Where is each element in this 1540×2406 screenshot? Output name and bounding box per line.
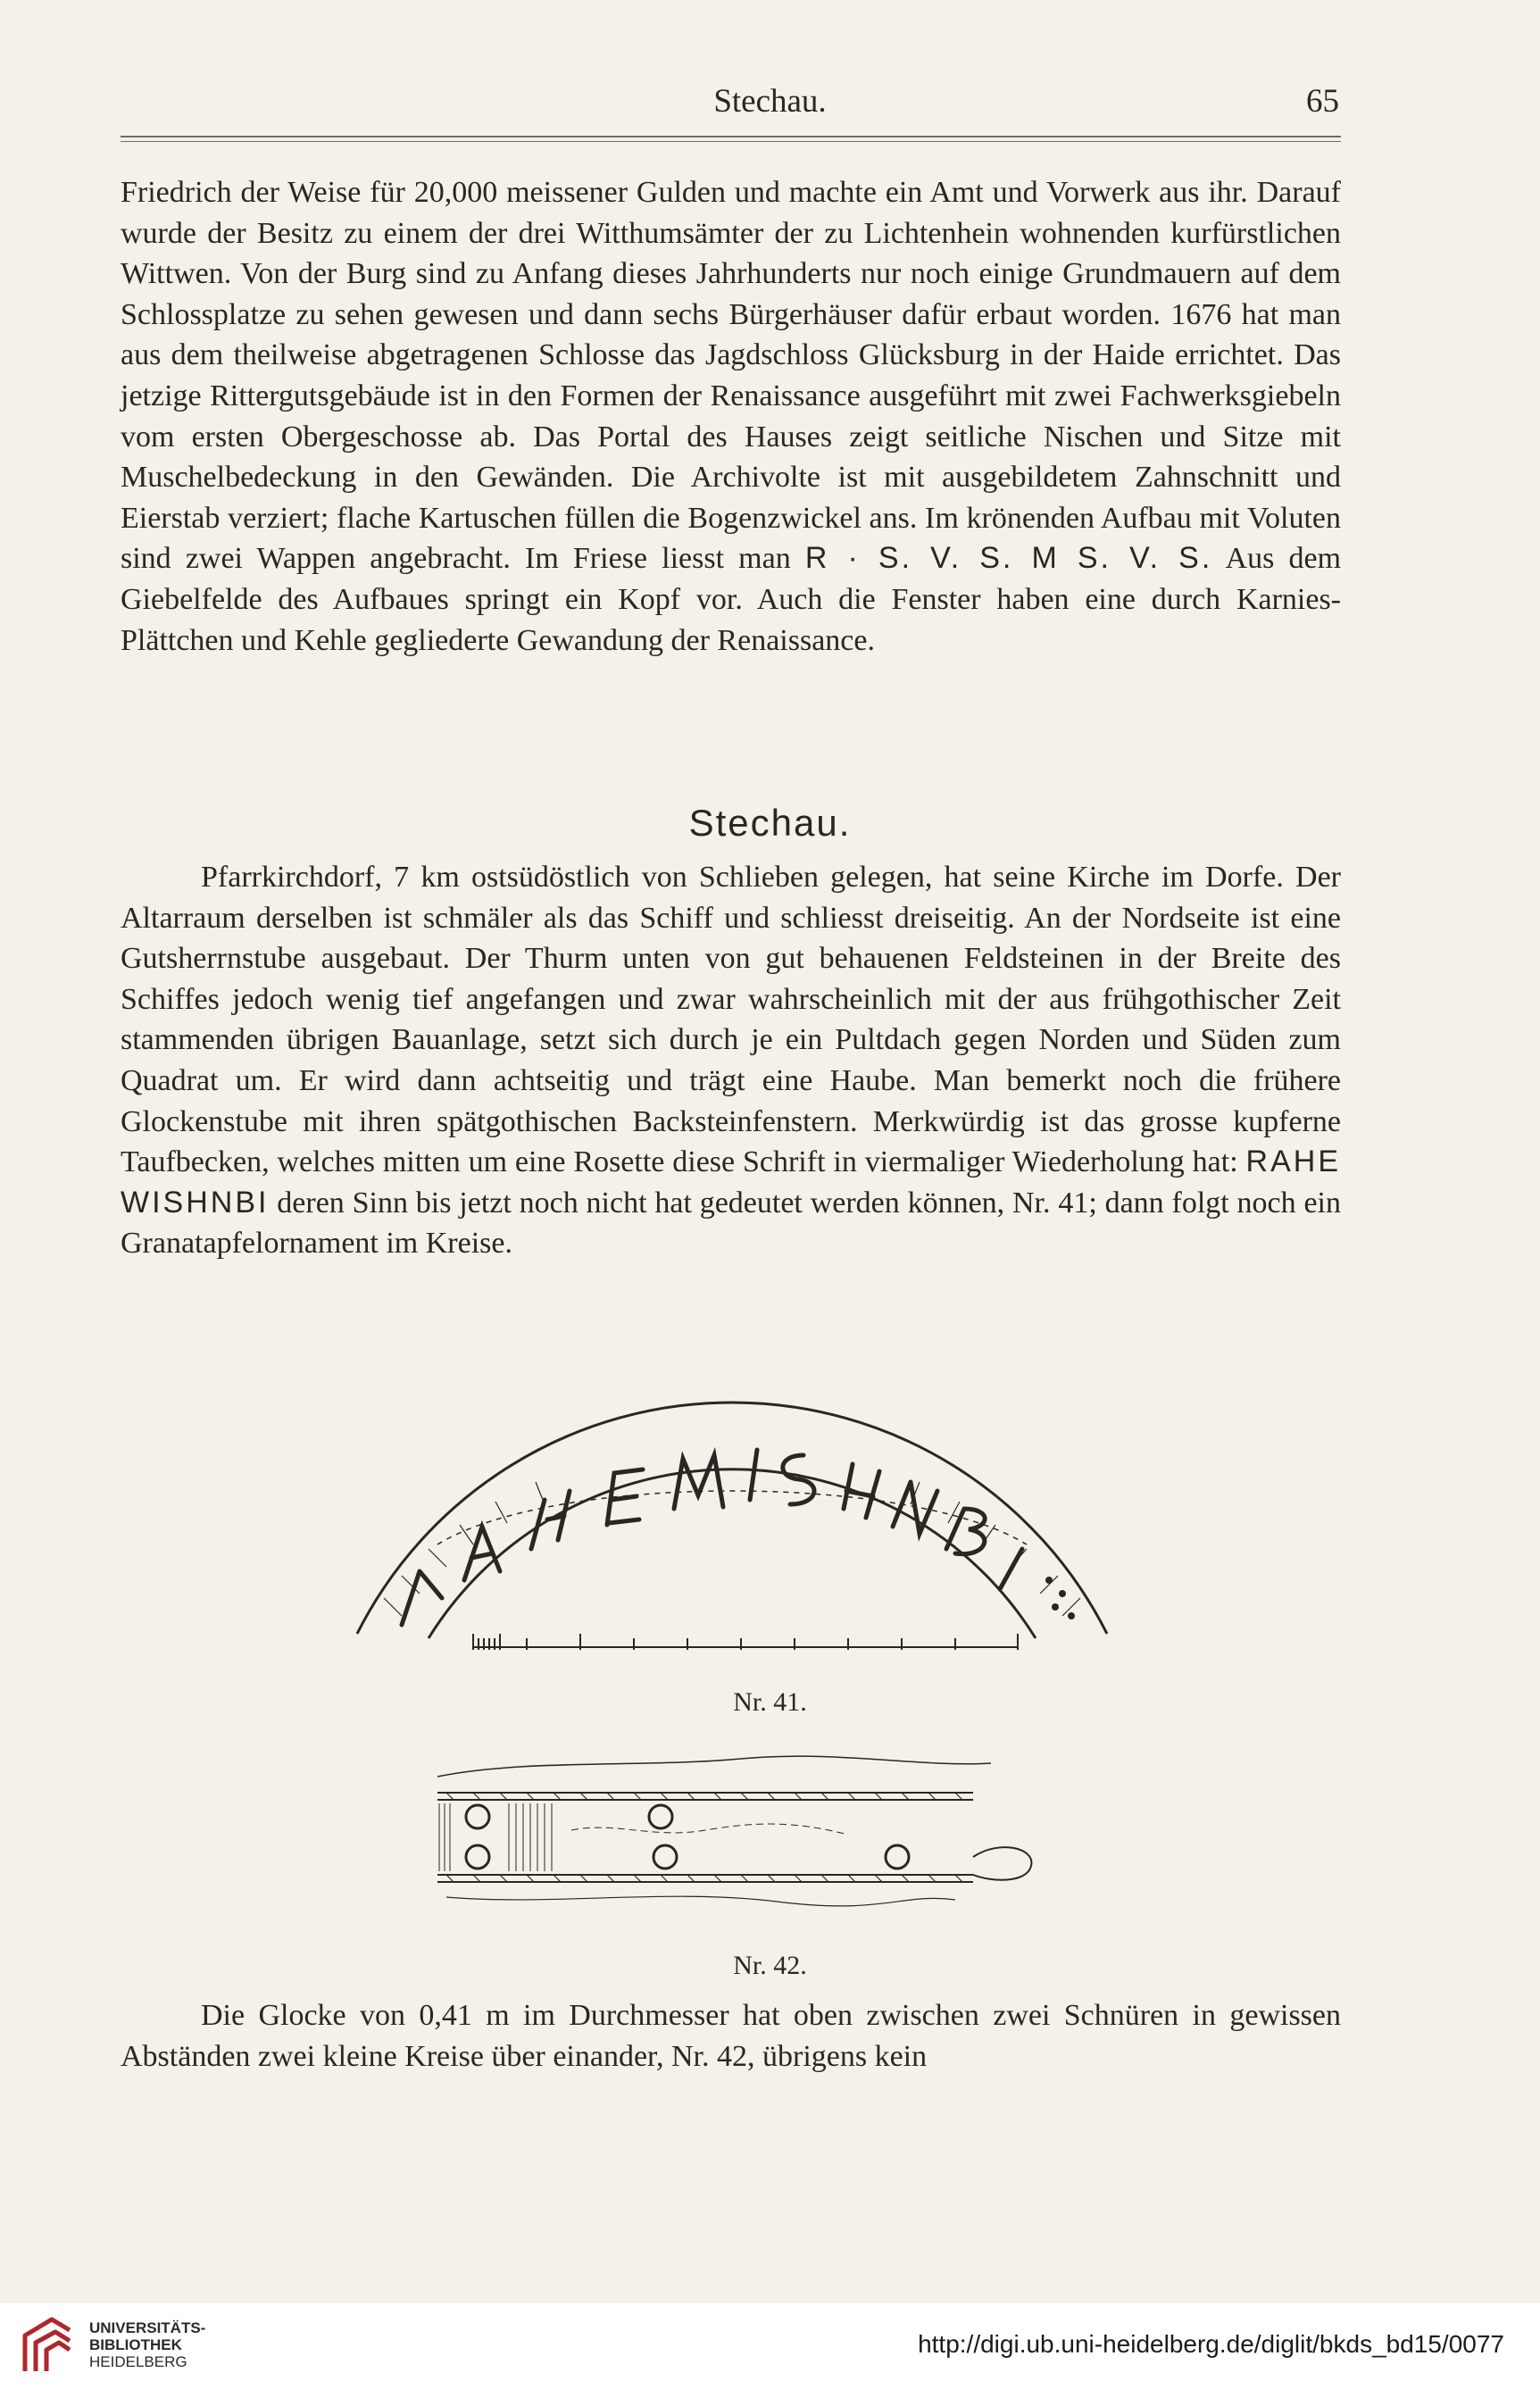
page-number: 65: [1306, 83, 1339, 120]
figure-41-caption: Nr. 41.: [733, 1687, 807, 1717]
figure-41-inscription-arc: [330, 1366, 1134, 1661]
figure-42-caption: Nr. 42.: [733, 1951, 807, 1980]
library-line: UNIVERSITÄTS-: [89, 2319, 206, 2336]
head-rule-thin: [121, 141, 1341, 142]
section-title: Stechau.: [688, 802, 852, 844]
figure-42-bell-band: [420, 1741, 1045, 1928]
paragraph-stechau: [121, 857, 1341, 1264]
paragraph-text: Aus dem Giebelfelde des Aufbaues springt ein Kopf vor. Auch die Fenster haben eine durch Karnies-Plättchen und Kehle gegliederte Gewandung der Renaissance.: [121, 542, 1342, 657]
source-url-link[interactable]: http://digi.ub.uni-heidelberg.de/diglit/bkds_bd15/0077: [918, 2330, 1504, 2358]
paragraph-text: Pfarrkirchdorf, 7 km ostsüdöstlich von Schlieben gelegen, hat seine Kirche im Dorfe. Der Altarraum derselben ist schmäler als das Schiff und schliesst dreiseitig. An der Nordseite ist eine Gutsherrnstube ausgebaut. Der Thurm unten von gut behauenen Feldsteinen in der Breite des Schiffes jedoch wenig tief angefangen und zwar wahrscheinlich mit der aus frühgothischer Zeit stammenden übrigen Bauanlage, setzt sich durch je ein Pultdach gegen Norden und Süden zum Quadrat um. Er wird dann achtseitig und trägt eine Haube. Man bemerkt noch die frühere Glockenstube mit ihren spätgothischen Backsteinfenstern. Merkwürdig ist das grosse kupferne Taufbecken, welches mitten um eine Rosette diese Schrift in viermaliger Wiederholung hat:: [121, 861, 1341, 1179]
paragraph-text: Friedrich der Weise für 20,000 meissener Gulden und machte ein Amt und Vorwerk aus ihr. Darauf wurde der Besitz zu einem der drei Witthumsämter der zu Lichtenhein wohnenden kurfürstlichen Wittwen. Von der Burg sind zu Anfang dieses Jahrhunderts nur noch einige Grundmauern auf dem Schlossplatze zu sehen gewesen und dann sechs Bürgerhäuser dafür erbaut worden. 1676 hat man aus dem theilweise abgetragenen Schlosse das Jagdschloss Glücksburg in der Haide errichtet. Das jetzige Rittergutsgebäude ist in den Formen der Renaissance ausgeführt mit zwei Fachwerksgiebeln vom ersten Obergeschosse ab. Das Portal des Hauses zeigt seitliche Nischen und Sitze mit Muschelbedeckung in den Gewänden. Die Archivolte ist mit ausgebildetem Zahnschnitt und Eierstab verziert; flache Kartuschen füllen die Bogenzwickel ans. Im krönenden Aufbau mit Voluten sind zwei Wappen angebracht. Im Friese liesst man: [121, 176, 1341, 576]
digitization-footer: [0, 2303, 1540, 2406]
paragraph-text: deren Sinn bis jetzt noch nicht hat gedeutet werden können, Nr. 41; dann folgt noch ein Granatapfelornament im Kreise.: [121, 1186, 1341, 1261]
head-rule: [121, 136, 1341, 137]
paragraph-rittergut: [121, 172, 1341, 661]
font-inscription: RAHE WISHNBI: [121, 1145, 1341, 1220]
running-head: [0, 82, 1540, 123]
library-name: [89, 2319, 205, 2370]
library-line: HEIDELBERG: [89, 2353, 187, 2370]
paragraph-text: Die Glocke von 0,41 m im Durchmesser hat oben zwischen zwei Schnüren in gewissen Abständen zwei kleine Kreise über einander, Nr. 42, übrigens kein: [121, 1999, 1341, 2073]
library-line: BIBLIOTHEK: [89, 2336, 182, 2353]
running-title: Stechau.: [713, 83, 827, 120]
paragraph-glocke: [121, 1995, 1341, 2077]
library-logo-icon: [16, 2309, 87, 2380]
frieze-inscription: R · S. V. S. M S. V. S.: [804, 541, 1213, 576]
